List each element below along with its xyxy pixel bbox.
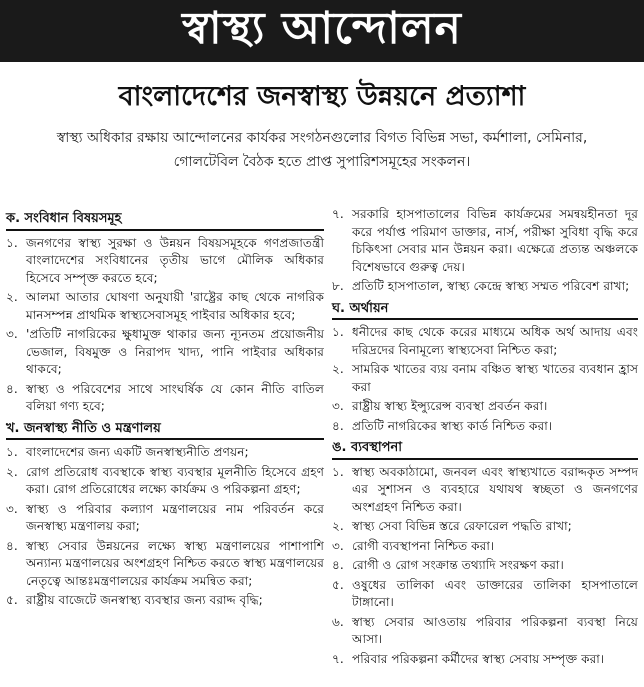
list-item [6,444,324,462]
list-item [332,464,638,517]
item-text: রোগী ও রোগ সংক্রান্ত তথ্যাদি সংরক্ষণ করা। [352,558,564,572]
item-text: স্বাস্থ্য ও পরিবার কল্যাণ মন্ত্রণালয়ের নাম পরিবর্তন করে জনস্বাস্থ্য মন্ত্রণালয় করা; [26,501,324,533]
item-number: ১. [332,464,344,479]
page-title: স্বাস্থ্য আন্দোলন [182,2,462,54]
item-number: ৪. [332,558,344,572]
item-text: স্বাস্থ্য অবকাঠামো, জনবল এবং স্বাস্থ্যখাতে বরাদ্দকৃত সম্পদ এর সুশাসন ও ব্যবহারে যথাযথ স্বচ্ছতা ও জনগণের অংশগ্রহণ নিশ্চিত করা। [352,464,638,514]
list-item [332,398,638,416]
list-item [332,206,638,276]
list-item [332,418,638,436]
item-number: ৫. [6,593,18,607]
intro-paragraph: স্বাস্থ্য অধিকার রক্ষায় আন্দোলনের কার্যকর সংগঠনগুলোর বিগত বিভিন্ন সভা, কর্মশালা, সেমিনার, গোলটেবিল বৈঠক হতে প্রাপ্ত সুপারিশসমূহের সংকলন। [56,130,588,170]
item-text: জনগণের স্বাস্থ্য সুরক্ষা ও উন্নয়ন বিষয়সমূহকে গণপ্রজাতন্ত্রী বাংলাদেশের সংবিধানের তৃতীয় ভাগে মৌলিক অধিকার হিসেবে সম্পৃক্ত করতে হবে; [26,235,324,285]
item-text: 'প্রতিটি নাগরিকের ক্ষুধামুক্ত থাকার জন্য ন্যূনতম প্রয়োজনীয় ভেজাল, বিষমুক্ত ও নিরাপদ খাদ্য, পানি পাইবার অধিকার থাকবে; [26,327,324,376]
section-title-constitution: ক. সংবিধান বিষয়সমূহ [6,210,324,231]
left-column [6,206,324,612]
list-item [332,557,638,575]
item-number: ৩. [332,399,344,413]
item-text: সরকারি হাসপাতালের বিভিন্ন কার্যক্রমের সমন্বয়হীনতা দূর করে পর্যাপ্ত পরিমাণ ডাক্তার, নার্স, পরীক্ষা সুবিধা বৃদ্ধি করে চিকিৎসা সেবার মান উন্নয়ন করা। এক্ষেত্রে প্রত্যন্ত অঞ্চলকে বিশেষভাবে গুরুত্ব দেয়। [352,207,638,274]
item-text: স্বাস্থ্য সেবার আওতায় পরিবার পরিকল্পনা ব্যবস্থা নিয়ে আসা। [352,614,638,646]
item-text: ওষুধের তালিকা এবং ডাক্তারের তালিকা হাসপাতালে টাঙ্গানো। [352,577,638,609]
item-text: স্বাস্থ্য ও পরিবেশের সাথে সাংঘর্ষিক যে কোন নীতি বাতিল বলিয়া গণ্য হবে; [26,381,324,413]
item-text: রাষ্ট্রীয় স্বাস্থ্য ইন্স্যুরেন্স ব্যবস্থা প্রবর্তন করা। [352,399,548,413]
item-number: ৬. [332,614,344,629]
item-text: প্রতিটি নাগরিকের স্বাস্থ্য কার্ড নিশ্চিত করা। [352,418,553,433]
item-number: ৭. [332,651,344,666]
list-item [6,538,324,591]
item-number: ৪. [6,538,18,553]
item-number: ৩. [6,327,18,341]
list-item [332,518,638,536]
item-number: ১. [6,445,18,459]
list-item [6,464,324,499]
list-item [332,361,638,396]
item-text: বাংলাদেশের জন্য একটি জনস্বাস্থ্যনীতি প্রণয়ন; [26,445,249,459]
section-title-management: ঙ. ব্যবস্থাপনা [332,439,638,460]
list-item [332,614,638,649]
item-text: ধনীদের কাছ থেকে করের মাধ্যমে অধিক অর্থ আদায় এবং দরিদ্রদের বিনামূল্যে স্বাস্থ্যসেবা নিশ্চিত করা; [352,325,638,357]
item-number: ২. [332,519,344,533]
item-number: ১. [6,235,18,250]
list-item [332,278,638,296]
list-item [332,324,638,359]
item-number: ৭. [332,207,344,221]
item-number: ২. [332,362,344,376]
item-number: ৩. [6,501,18,516]
item-text: আলমা আতার ঘোষণা অনুযায়ী 'রাষ্ট্রের কাছ থেকে নাগরিক মানসম্পন্ন প্রাথমিক স্বাস্থ্যসেবাসমূহ পাইবার অধিকার হবে; [26,290,324,322]
list-item [6,501,324,536]
item-number: ৪. [332,418,344,433]
item-number: ২. [6,290,18,304]
item-number: ২. [6,464,18,479]
item-text: রোগী ব্যবস্থাপনা নিশ্চিত করা। [352,538,495,553]
item-text: রোগ প্রতিরোধ ব্যবস্থাকে স্বাস্থ্য ব্যবস্থার মূলনীতি হিসেবে গ্রহণ করা। রোগ প্রতিরোধের লক্ষ্যে কার্যক্রম ও পরিকল্পনা গ্রহণ; [26,464,324,496]
item-text: প্রতিটি হাসপাতাল, স্বাস্থ্য কেন্দ্রে স্বাস্থ্য সম্মত পরিবেশ রাখা; [352,279,630,293]
list-item [6,289,324,324]
section-title-finance: ঘ. অর্থায়ন [332,300,638,321]
list-item [332,538,638,556]
item-number: ৩. [332,538,344,553]
section-title-policy: খ. জনস্বাস্থ্য নীতি ও মন্ত্রণালয় [6,420,324,441]
list-item [6,381,324,416]
item-number: ৮. [332,279,344,293]
item-number: ৫. [332,577,344,592]
list-item [6,592,324,610]
right-column [332,206,638,670]
subtitle: বাংলাদেশের জনস্বাস্থ্য উন্নয়নে প্রত্যাশা [118,81,526,112]
item-number: ৪. [6,381,18,396]
item-text: সামরিক খাতের ব্যয় বনাম বঞ্চিত স্বাস্থ্য খাতের ব্যবধান হ্রাস করা [352,362,638,394]
item-text: স্বাস্থ্য সেবা বিভিন্ন স্তরে রেফারেল পদ্ধতি রাখা; [352,519,572,533]
list-item [332,577,638,612]
list-item [6,326,324,379]
item-text: রাষ্ট্রীয় বাজেটে জনস্বাস্থ্য ব্যবস্থার জন্য বরাদ্দ বৃদ্ধি; [26,593,263,607]
list-item [6,235,324,288]
list-item [332,651,638,669]
item-number: ১. [332,325,344,339]
item-text: পরিবার পরিকল্পনা কর্মীদের স্বাস্থ্য সেবায় সম্পৃক্ত করা। [352,651,605,666]
item-text: স্বাস্থ্য সেবার উন্নয়নের লক্ষ্যে স্বাস্থ্য মন্ত্রণালয়ের পাশাপাশি অন্যান্য মন্ত্রণালয়ের অংশগ্রহণ নিশ্চিত করতে স্বাস্থ্য মন্ত্রণালয়ের নেতৃত্বে আন্তঃমন্ত্রণালয়ের কার্যক্রম সমন্বিত করা; [26,538,324,588]
title-banner [0,0,644,62]
